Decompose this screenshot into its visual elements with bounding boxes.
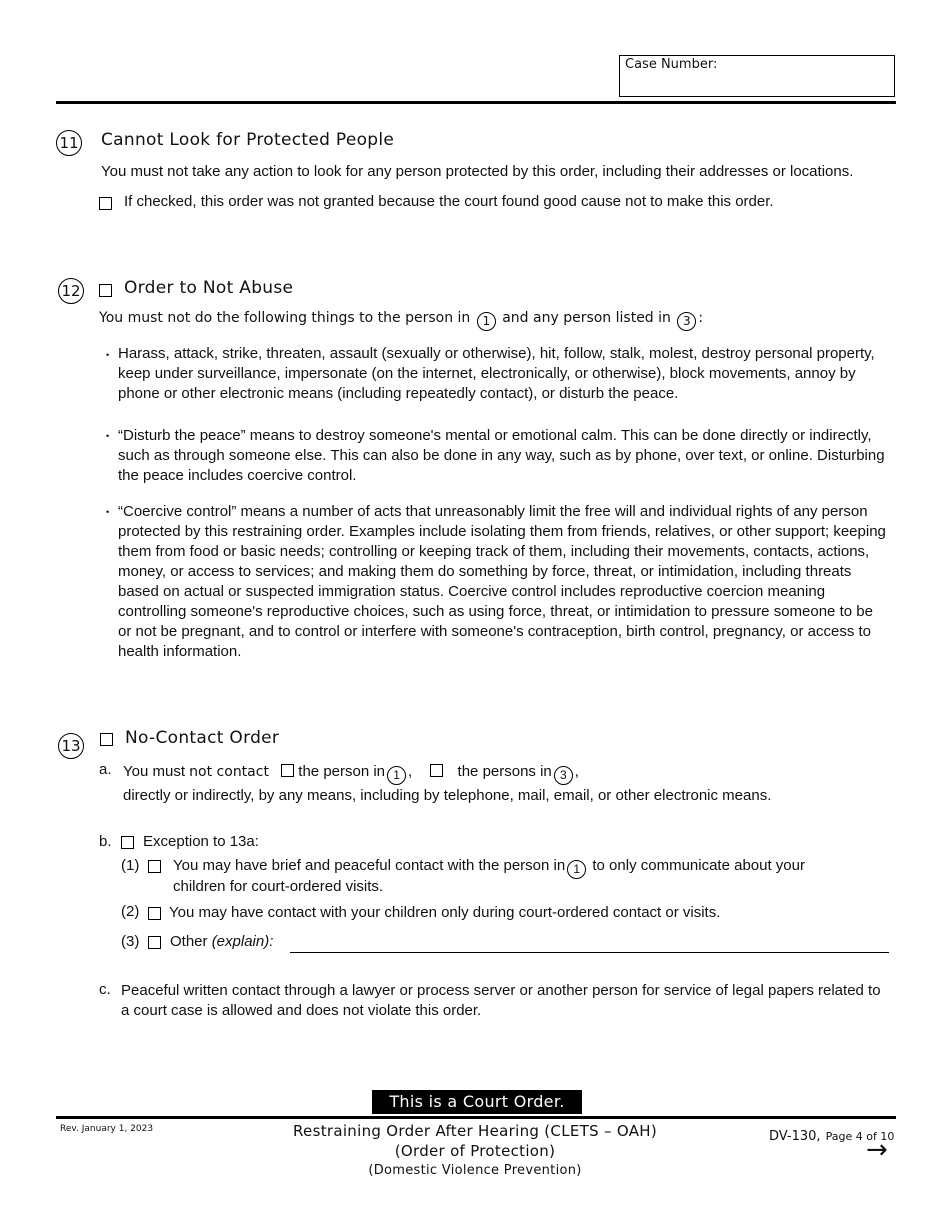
case-number-label: Case Number: [625,57,718,72]
section-13-checkbox[interactable] [100,733,113,746]
header-rule [56,101,896,104]
page-number: Page 4 of 10 [825,1130,895,1143]
section-11-body: You must not take any action to look for any person protected by this order, including their addresses or locations. [101,163,854,180]
footer-rule [56,1116,896,1119]
section-13b3-text [170,932,273,952]
form-title-2: (Order of Protection) [394,1142,556,1160]
section-13a-not-contact: not contact [189,764,269,780]
section-12-checkbox[interactable] [99,284,112,297]
section-11-title: Cannot Look for Protected People [101,130,395,150]
ref-1-circle: 1 [567,860,586,879]
section-12-number: 12 [58,278,84,304]
section-13a-must: You must [123,763,185,780]
ref-1-circle: 1 [387,766,406,785]
section-13b-label: b. [99,833,112,850]
section-13a-label: a. [99,761,112,778]
section-13a-comma2: , [574,763,579,780]
section-13-number: 13 [58,733,84,759]
ref-3-circle: 3 [677,312,696,331]
section-13b-checkbox[interactable] [121,836,134,849]
section-13b1-text-a: You may have brief and peaceful contact with the person in [173,857,566,874]
section-13b3-label: (3) [121,933,140,950]
section-12-bullet-3: “Coercive control” means a number of acts that unreasonably limit the free will and individual rights of any person protected by this restraining order. Examples include isolating them from friends, relatives, or other support; keeping them from food or basic needs; controlling or keeping track of them, including their movements, contacts, actions, money, or access to services; and making them do something by force, threat, or intimidation, including threats based on actual or suspected immigration status. Coercive control includes reproductive coercion meaning controlling someone's reproductive choices, such as using force, threat, or intimidation to pressure someone to be or not be pregnant, and to control or interfere with someone's contraception, birth control, pregnancy, or access to health information. [118,503,886,660]
section-13b1-text-b: to only communicate about your [592,857,805,874]
section-13b2-checkbox[interactable] [148,907,161,920]
case-number-box[interactable] [619,55,895,97]
section-13b1-checkbox[interactable] [148,860,161,873]
section-13b1-line1 [173,856,805,879]
next-page-arrow-icon: → [866,1135,888,1165]
section-12-intro-b: and any person listed in [502,310,671,326]
section-13a-persons-checkbox[interactable] [430,764,443,777]
section-13a-persons: the persons in [457,763,552,780]
section-11-number: 11 [56,130,82,156]
section-13-title: No-Contact Order [125,728,280,748]
section-13a-person-checkbox[interactable] [281,764,294,777]
revision-date: Rev. January 1, 2023 [60,1124,154,1134]
section-13b2-text: You may have contact with your children only during court-ordered contact or visits. [169,904,721,921]
ref-1-circle: 1 [477,312,496,331]
section-13b3-explain-field[interactable] [290,952,889,953]
section-13a-comma: , [408,763,413,780]
court-order-banner: This is a Court Order. [372,1090,582,1114]
section-13b3-checkbox[interactable] [148,936,161,949]
section-12-intro [99,310,703,331]
section-11-checkbox[interactable] [99,197,112,210]
form-title-1: Restraining Order After Hearing (CLETS – OAH) [293,1122,657,1140]
section-12-title: Order to Not Abuse [124,278,294,298]
section-11-checkbox-text: If checked, this order was not granted because the court found good cause not to make this order. [124,193,774,210]
section-13b1-label: (1) [121,857,140,874]
section-13b1-line2: children for court-ordered visits. [173,878,384,895]
section-13a-line2: directly or indirectly, by any means, including by telephone, mail, email, or other electronic means. [123,787,772,804]
section-12-intro-c: : [698,310,704,326]
section-13a-line1 [123,762,579,785]
section-12-intro-a: You must not do the following things to the person in [99,310,471,326]
form-title-3: (Domestic Violence Prevention) [368,1163,582,1178]
section-13b3-explain: (explain): [211,933,274,950]
section-12-bullet-2: “Disturb the peace” means to destroy someone's mental or emotional calm. This can be done directly or indirectly, such as through someone else. This can also be done in any way, such as by phone, over text, or online. Disturbing the peace includes coercive control. [118,427,885,484]
bullet-marker: • [106,431,110,441]
section-13b-title: Exception to 13a: [143,833,259,850]
section-12-bullet-1: Harass, attack, strike, threaten, assault (sexually or otherwise), hit, follow, stalk, molest, destroy personal property, keep under surveillance, impersonate (on the internet, electronically, or otherwise), block movements, annoy by phone or other electronic means (including repeatedly contact), or disturb the peace. [118,345,875,402]
section-13b3-other: Other [170,933,208,950]
section-13c-label: c. [99,981,111,998]
ref-3-circle: 3 [554,766,573,785]
bullet-marker: • [106,350,110,360]
section-13c-text: Peaceful written contact through a lawyer or process server or another person for service of legal papers related to a court case is allowed and does not violate this order. [121,982,881,1019]
form-id: DV-130, [769,1129,821,1144]
section-13b2-label: (2) [121,903,140,920]
bullet-marker: • [106,507,110,517]
section-13a-person: the person in [298,763,386,780]
